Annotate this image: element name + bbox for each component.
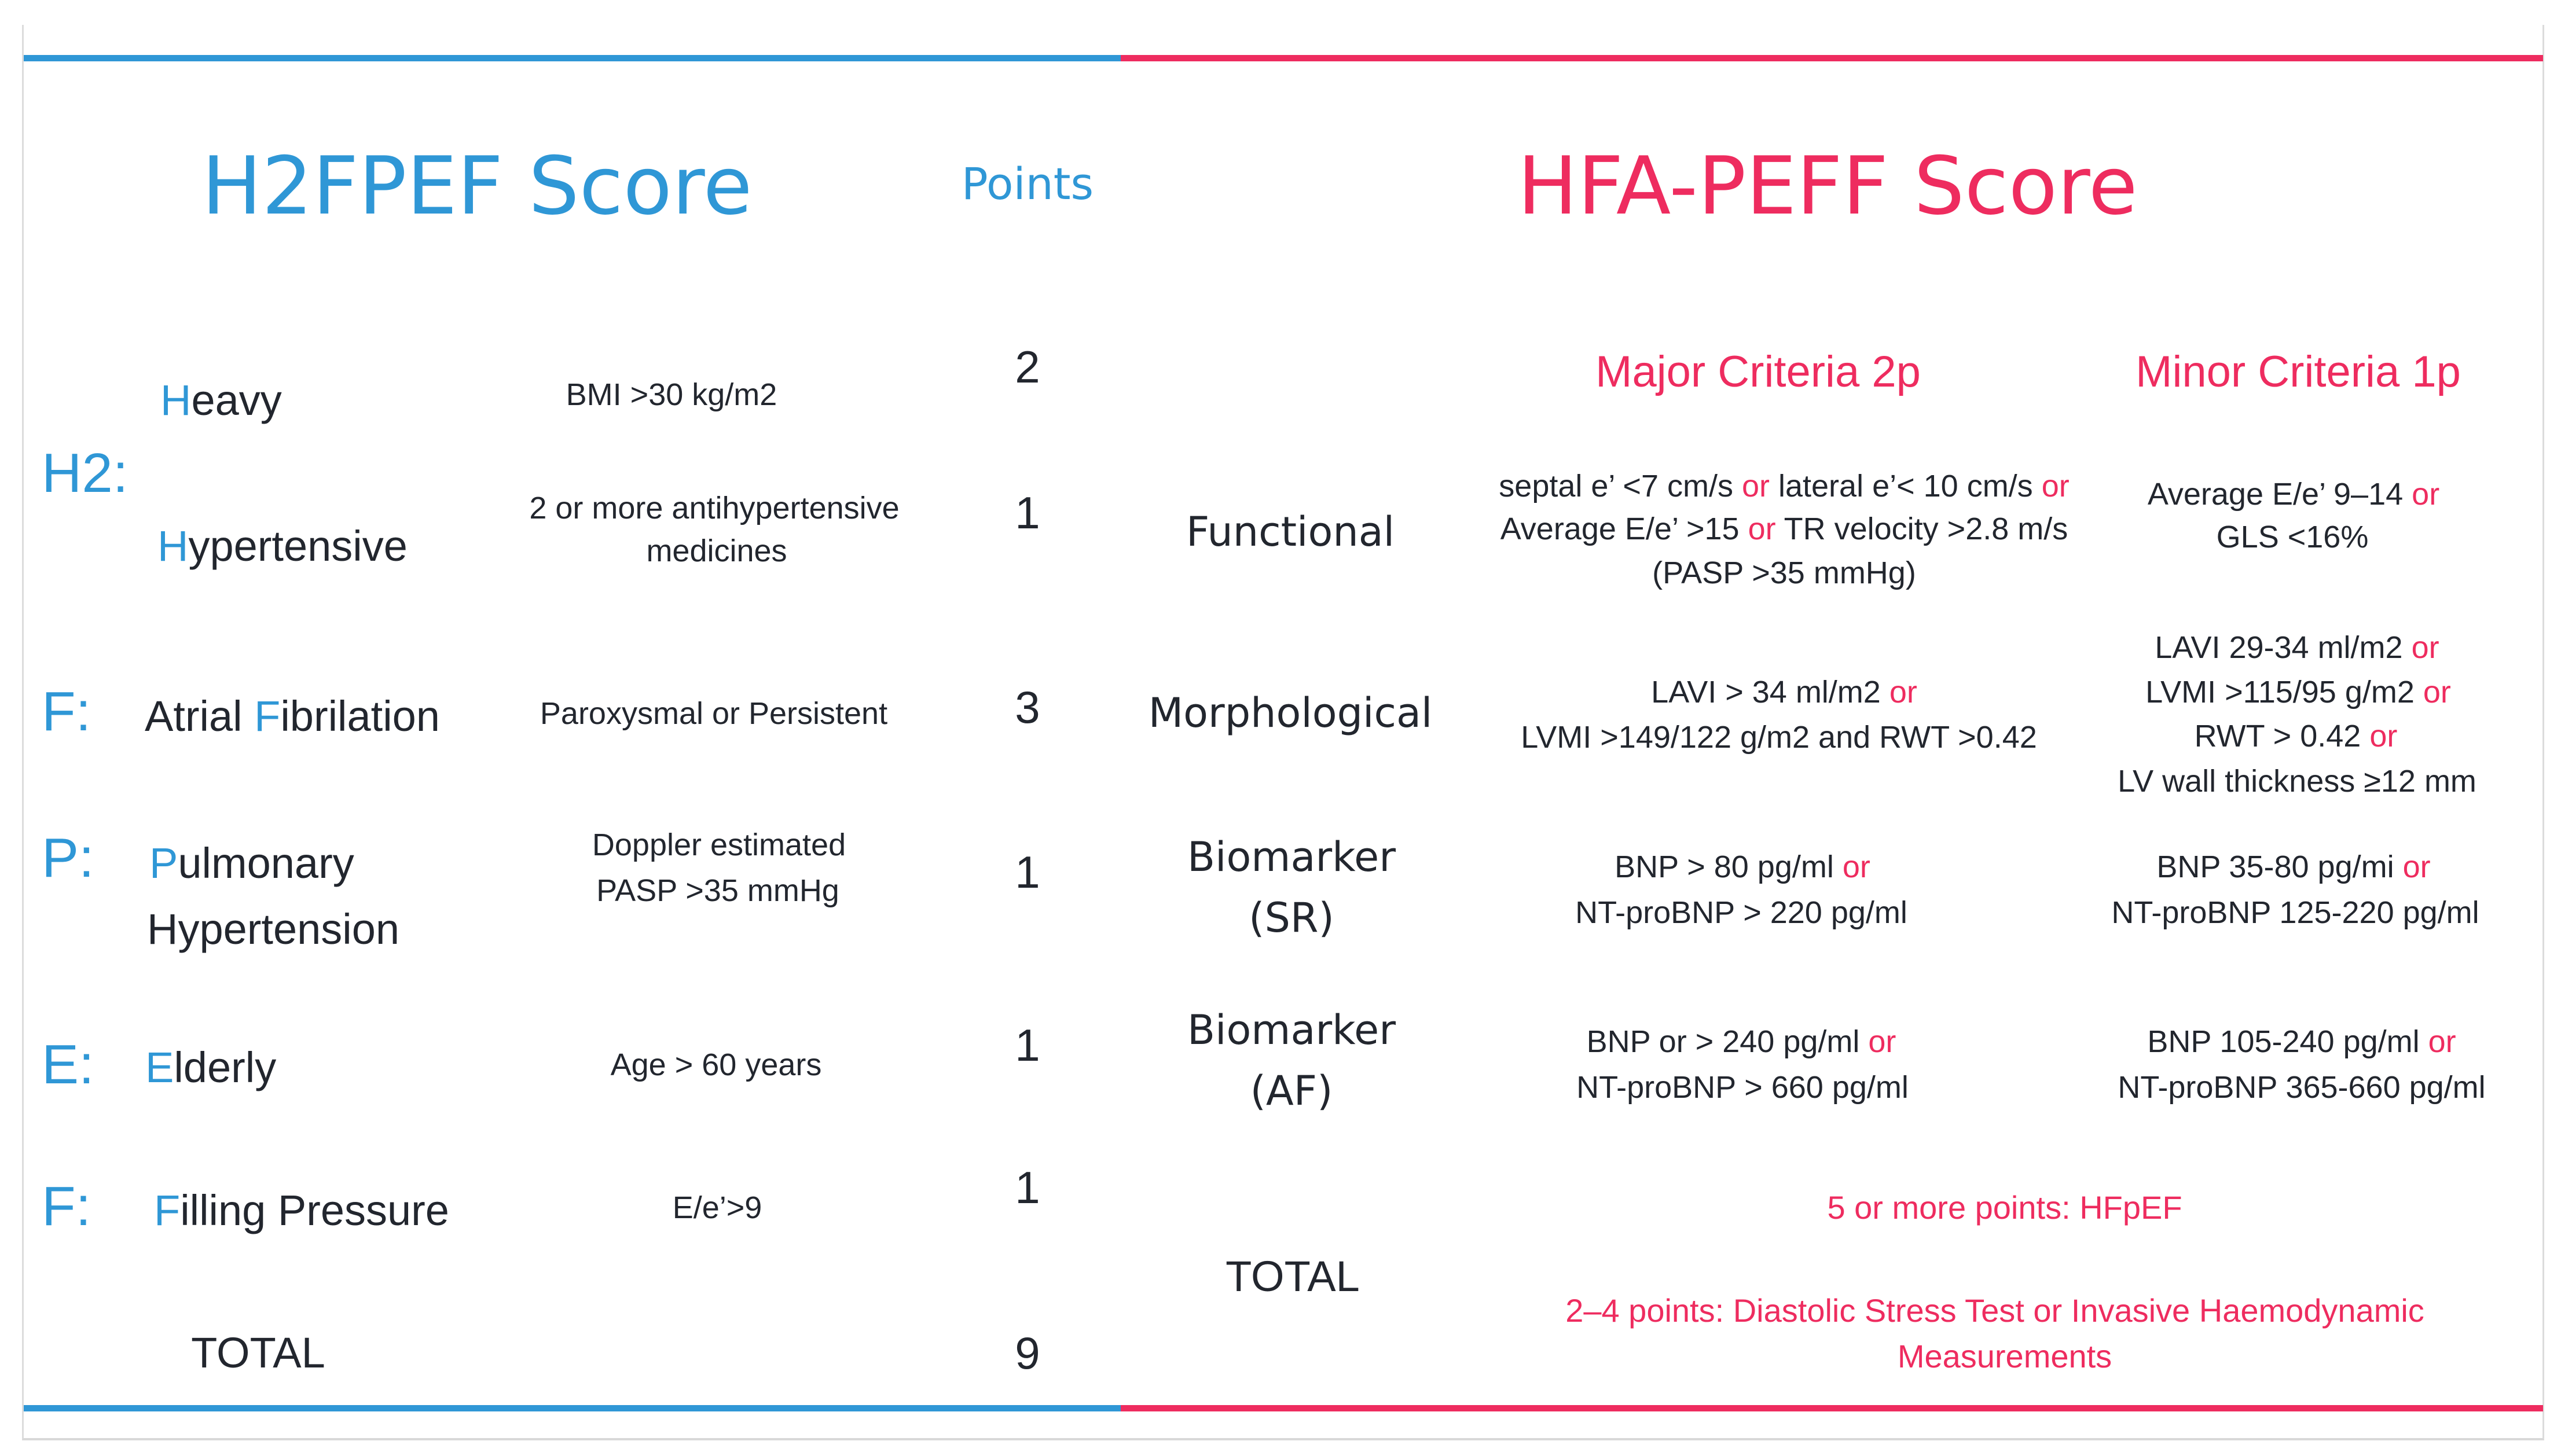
label-rest: lderly (174, 1043, 277, 1091)
label-rest: ulmonary (178, 839, 354, 887)
label-initial: H (157, 522, 189, 570)
or-connector: or (2428, 1024, 2456, 1059)
hfapeff-total-label: TOTAL (1226, 1252, 1360, 1300)
h2fpef-bottom-rule (24, 1405, 1121, 1411)
group-letter-f-af: F: (42, 681, 91, 742)
domain-label-biomarker-af-line1: Biomarker (1187, 1006, 1396, 1054)
group-letter-h2: H2: (42, 442, 129, 504)
criterion-text: Average E/e’ >15 (1500, 512, 1748, 546)
h2fpef-top-rule (24, 55, 1121, 61)
or-connector: or (2402, 850, 2431, 884)
or-connector: or (1889, 675, 1917, 709)
criterion-text: TR velocity >2.8 m/s (1775, 512, 2068, 546)
h2fpef-total-label: TOTAL (191, 1329, 325, 1377)
row-label-hypertensive (157, 522, 408, 570)
label-initial: F (254, 692, 281, 740)
criterion-text: BNP 105-240 pg/ml (2147, 1024, 2428, 1059)
minor-biomarker-sr-line1 (2156, 851, 2430, 883)
points-atrial-fibrilation: 3 (1015, 682, 1040, 733)
minor-morphological-line1 (2155, 632, 2439, 663)
label-initial: E (145, 1043, 174, 1091)
or-connector: or (2041, 469, 2070, 503)
criterion-atrial-fibrilation: Paroxysmal or Persistent (540, 696, 888, 731)
points-filling-pressure: 1 (1015, 1162, 1040, 1213)
points-header: Points (961, 158, 1094, 209)
group-letter-e: E: (42, 1034, 94, 1095)
major-morphological-line1 (1651, 676, 1917, 708)
major-biomarker-sr-line1 (1615, 851, 1870, 883)
row-label-hypertension: Hypertension (147, 905, 400, 953)
major-functional-line3: (PASP >35 mmHg) (1652, 556, 1916, 590)
minor-biomarker-af-line1 (2147, 1026, 2456, 1057)
criterion-text: septal e’ <7 cm/s (1499, 469, 1742, 503)
criterion-filling-pressure: E/e’>9 (672, 1190, 762, 1225)
row-label-pulmonary (149, 839, 354, 887)
h2fpef-total-points: 9 (1015, 1328, 1040, 1378)
points-pulmonary: 1 (1015, 847, 1040, 898)
domain-label-biomarker-sr-line1: Biomarker (1187, 833, 1396, 881)
major-functional-line1 (1499, 470, 2069, 502)
points-elderly: 1 (1015, 1020, 1040, 1071)
label-initial: P (149, 839, 178, 887)
minor-morphological-line3 (2195, 720, 2398, 752)
major-functional-line2 (1500, 513, 2068, 545)
criterion-heavy: BMI >30 kg/m2 (566, 377, 777, 412)
criterion-text: BNP 35-80 pg/mi (2156, 850, 2403, 884)
criterion-hypertensive-line1: 2 or more antihypertensive (529, 491, 900, 525)
label-initial: H (160, 376, 192, 424)
hfapeff-title: HFA-PEFF Score (1517, 139, 2138, 233)
domain-label-biomarker-af-line2: (AF) (1250, 1067, 1333, 1115)
minor-functional-line1 (2148, 479, 2439, 510)
or-connector: or (2423, 675, 2451, 709)
interpretation-intermediate-line2: Measurements (1897, 1338, 2112, 1374)
row-label-elderly (145, 1043, 277, 1091)
major-criteria-header: Major Criteria 2p (1595, 347, 1921, 396)
group-letter-f-filling: F: (42, 1175, 91, 1237)
criterion-pulmonary-line2: PASP >35 mmHg (596, 873, 839, 908)
label-prefix: Atrial (145, 692, 255, 740)
label-rest: illing Pressure (180, 1186, 449, 1234)
hfapeff-bottom-rule (1121, 1405, 2543, 1411)
major-biomarker-sr-line2: NT-proBNP > 220 pg/ml (1575, 895, 1907, 930)
row-label-filling-pressure (154, 1186, 449, 1234)
criterion-pulmonary-line1: Doppler estimated (592, 828, 846, 862)
major-biomarker-af-line2: NT-proBNP > 660 pg/ml (1576, 1070, 1909, 1105)
criterion-text: LVMI >115/95 g/m2 (2145, 675, 2423, 709)
label-rest: eavy (191, 376, 282, 424)
domain-label-functional: Functional (1186, 508, 1395, 556)
criterion-text: Average E/e’ 9–14 (2147, 477, 2412, 512)
criterion-text: LAVI > 34 ml/m2 (1651, 675, 1889, 709)
minor-morphological-line4: LV wall thickness ≥12 mm (2118, 764, 2476, 799)
criterion-text: RWT > 0.42 (2194, 719, 2370, 753)
criterion-hypertensive-line2: medicines (646, 534, 787, 568)
or-connector: or (2412, 477, 2440, 512)
major-biomarker-af-line1 (1587, 1026, 1896, 1057)
domain-label-morphological: Morphological (1148, 689, 1433, 737)
interpretation-intermediate-line1: 2–4 points: Diastolic Stress Test or Invasive Haemodynamic (1565, 1292, 2424, 1329)
criterion-text: lateral e’< 10 cm/s (1769, 469, 2042, 503)
minor-functional-line2: GLS <16% (2216, 520, 2369, 554)
points-hypertensive: 1 (1015, 487, 1040, 538)
or-connector: or (1842, 850, 1870, 884)
group-letter-p: P: (42, 827, 94, 889)
row-label-heavy (160, 376, 282, 424)
minor-biomarker-sr-line2: NT-proBNP 125-220 pg/ml (2111, 895, 2479, 930)
domain-label-biomarker-sr-line2: (SR) (1249, 894, 1334, 942)
major-morphological-line2: LVMI >149/122 g/m2 and RWT >0.42 (1521, 720, 2037, 755)
minor-criteria-header: Minor Criteria 1p (2136, 347, 2461, 396)
criterion-text: BNP or > 240 pg/ml (1586, 1024, 1869, 1059)
criterion-elderly: Age > 60 years (610, 1047, 822, 1082)
or-connector: or (1741, 469, 1770, 503)
criterion-text: LAVI 29-34 ml/m2 (2155, 630, 2412, 665)
or-connector: or (2411, 630, 2439, 665)
or-connector: or (1868, 1024, 1896, 1059)
label-initial: F (154, 1186, 181, 1234)
minor-biomarker-af-line2: NT-proBNP 365-660 pg/ml (2118, 1070, 2486, 1105)
criterion-text: BNP > 80 pg/ml (1615, 850, 1843, 884)
h2fpef-title: H2FPEF Score (201, 139, 753, 233)
label-rest: ibrilation (280, 692, 440, 740)
points-heavy: 2 (1015, 341, 1040, 392)
row-label-atrial-fibrilation (145, 692, 440, 740)
minor-morphological-line2 (2145, 676, 2451, 708)
interpretation-hfpef: 5 or more points: HFpEF (1827, 1189, 2182, 1226)
hfapeff-top-rule (1121, 55, 2543, 61)
label-rest: ypertensive (188, 522, 408, 570)
or-connector: or (2369, 719, 2398, 753)
or-connector: or (1748, 512, 1776, 546)
